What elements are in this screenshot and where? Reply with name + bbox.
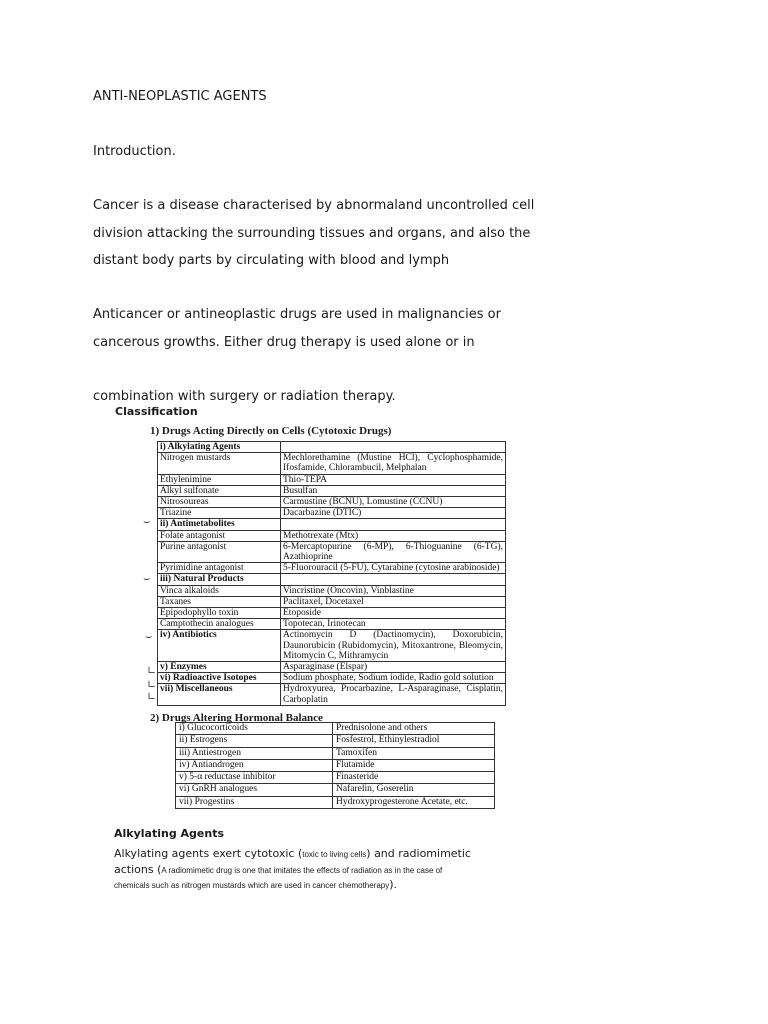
table-cell-drugs: Mechlorethamine (Mustine HCl), Cyclophosphamide, Ifosfamide, Chlorambucil, Melphalan: [281, 453, 506, 474]
cytotoxic-table-row: [158, 508, 506, 519]
table-cell-category: vii) Progestins: [176, 796, 333, 808]
hormonal-table-row: [176, 784, 495, 796]
cytotoxic-table-row: [158, 453, 506, 474]
table-cell-drugs: Dacarbazine (DTIC): [281, 508, 506, 519]
para2-line2: cancerous growths. Either drug therapy is used alone or in: [93, 335, 475, 350]
table-cell-category: Triazine: [158, 508, 281, 519]
alkylating-line2-note: A radiomimetic drug is one that imitates the effects of radiation as in the case of: [161, 866, 443, 875]
cytotoxic-table-row: [158, 662, 506, 673]
tick-mark: ∟: [147, 690, 157, 703]
table-cell-category: Pyrimidine antagonist: [158, 563, 281, 574]
table-cell-drugs: [281, 442, 506, 453]
table-cell-drugs: Fosfestrol, Ethinylestradiol: [333, 735, 495, 747]
tick-mark: ⌣: [143, 572, 151, 585]
cytotoxic-table-row: [158, 630, 506, 662]
table-cell-drugs: 5-Fluorouracil (5-FU), Cytarabine (cytosine arabinoside): [281, 563, 506, 574]
table-cell-drugs: Actinomycin D (Dactinomycin), Doxorubicin, Daunorubicin (Rubidomycin), Mitoxantrone, Bleomycin, Mitomycin C, Mithramycin: [281, 630, 506, 662]
cytotoxic-table-row: [158, 530, 506, 541]
table-cell-drugs: Nafarelin, Goserelin: [333, 784, 495, 796]
tick-mark: ∟: [147, 678, 157, 691]
table-cell-drugs: Prednisolone and others: [333, 723, 495, 735]
tick-mark: ⌣: [145, 630, 153, 643]
hormonal-table-row: [176, 796, 495, 808]
table-cell-drugs: Tamoxifen: [333, 747, 495, 759]
para3-line1: combination with surgery or radiation therapy.: [93, 389, 396, 404]
para1-line3: distant body parts by circulating with blood and lymph: [93, 253, 450, 268]
table-cell-drugs: [281, 519, 506, 530]
para2-line1: Anticancer or antineoplastic drugs are used in malignancies or: [93, 307, 501, 322]
cytotoxic-table-row: [158, 474, 506, 485]
table-cell-category: Alkyl sulfonate: [158, 485, 281, 496]
table-cell-drugs: Thio-TEPA: [281, 474, 506, 485]
table-cell-drugs: Busulfan: [281, 485, 506, 496]
table-cell-drugs: Finasteride: [333, 772, 495, 784]
table-cell-drugs: [281, 574, 506, 585]
table-cell-category: Nitrosoureas: [158, 497, 281, 508]
cytotoxic-table-row: [158, 485, 506, 496]
alkylating-line3: [114, 878, 397, 891]
table-cell-category: Purine antagonist: [158, 541, 281, 562]
table-cell-category: Ethylenimine: [158, 474, 281, 485]
table-cell-category: i) Alkylating Agents: [158, 442, 281, 453]
cytotoxic-table-row: [158, 442, 506, 453]
table-cell-drugs: Hydroxyprogesterone Acetate, etc.: [333, 796, 495, 808]
hormonal-table-row: [176, 723, 495, 735]
tick-mark: ⌣: [143, 515, 151, 528]
para1-line1: Cancer is a disease characterised by abnormaland uncontrolled cell: [93, 198, 535, 213]
table-cell-drugs: Etoposide: [281, 608, 506, 619]
cytotoxic-table-row: [158, 596, 506, 607]
table-cell-category: vii) Miscellaneous: [158, 684, 281, 705]
table-cell-drugs: Flutamide: [333, 759, 495, 771]
cytotoxic-table-row: [158, 619, 506, 630]
hormonal-drugs-table: [175, 722, 495, 809]
cytotoxic-table-row: [158, 608, 506, 619]
table-cell-drugs: Paclitaxel, Docetaxel: [281, 596, 506, 607]
table-cell-category: i) Glucocorticoids: [176, 723, 333, 735]
table-cell-category: vi) Radioactive Isotopes: [158, 673, 281, 684]
alkylating-line1-b: ) and radiomimetic: [366, 847, 471, 860]
alkylating-heading: Alkylating Agents: [114, 827, 225, 840]
cytotoxic-table-row: [158, 519, 506, 530]
table-cell-category: iii) Antiestrogen: [176, 747, 333, 759]
table-cell-drugs: 6-Mercaptopurine (6-MP), 6-Thioguanine (6-TG), Azathioprine: [281, 541, 506, 562]
table-cell-category: iii) Natural Products: [158, 574, 281, 585]
section1-title: 1) Drugs Acting Directly on Cells (Cytotoxic Drugs): [150, 425, 392, 437]
table-cell-category: Vinca alkaloids: [158, 585, 281, 596]
alkylating-line1-a: Alkylating agents exert cytotoxic (: [114, 847, 303, 860]
table-cell-category: Nitrogen mustards: [158, 453, 281, 474]
table-cell-category: Taxanes: [158, 596, 281, 607]
alkylating-line1: [114, 847, 471, 860]
table-cell-category: Epipodophyllo toxin: [158, 608, 281, 619]
table-cell-drugs: Carmustine (BCNU), Lomustine (CCNU): [281, 497, 506, 508]
alkylating-line1-note: toxic to living cells: [302, 850, 367, 859]
cytotoxic-table-row: [158, 585, 506, 596]
cytotoxic-drugs-table: [157, 441, 506, 706]
cytotoxic-table-row: [158, 541, 506, 562]
table-cell-category: iv) Antibiotics: [158, 630, 281, 662]
table-cell-category: v) Enzymes: [158, 662, 281, 673]
hormonal-table-row: [176, 735, 495, 747]
table-cell-category: iv) Antiandrogen: [176, 759, 333, 771]
cytotoxic-table-row: [158, 563, 506, 574]
table-cell-drugs: Sodium phosphate, Sodium iodide, Radio gold solution: [281, 673, 506, 684]
cytotoxic-table-row: [158, 574, 506, 585]
cytotoxic-table-row: [158, 673, 506, 684]
alkylating-line3-b: ).: [389, 878, 398, 891]
cytotoxic-table-row: [158, 497, 506, 508]
alkylating-line2-a: actions (: [114, 863, 162, 876]
classification-heading: Classification: [115, 405, 198, 418]
hormonal-table-row: [176, 772, 495, 784]
table-cell-category: v) 5-α reductase inhibitor: [176, 772, 333, 784]
table-cell-drugs: Topotecan, Irinotecan: [281, 619, 506, 630]
hormonal-table-row: [176, 759, 495, 771]
table-cell-drugs: Asparaginase (Elspar): [281, 662, 506, 673]
tick-mark: ∟: [147, 664, 157, 677]
alkylating-line3-note: chemicals such as nitrogen mustards which are used in cancer chemotherapy: [114, 881, 390, 890]
table-cell-category: ii) Estrogens: [176, 735, 333, 747]
intro-heading: Introduction.: [93, 144, 176, 159]
table-cell-category: Camptothecin analogues: [158, 619, 281, 630]
table-cell-drugs: Vincristine (Oncovin), Vinblastine: [281, 585, 506, 596]
cytotoxic-table-row: [158, 684, 506, 705]
table-cell-category: vi) GnRH analogues: [176, 784, 333, 796]
alkylating-line2: [114, 863, 442, 876]
table-cell-category: Folate antagonist: [158, 530, 281, 541]
table-cell-drugs: Hydroxyurea, Procarbazine, L-Asparaginase, Cisplatin, Carboplatin: [281, 684, 506, 705]
table-cell-category: ii) Antimetabolites: [158, 519, 281, 530]
document-title: ANTI-NEOPLASTIC AGENTS: [93, 89, 267, 104]
para1-line2: division attacking the surrounding tissues and organs, and also the: [93, 226, 531, 241]
hormonal-table-row: [176, 747, 495, 759]
table-cell-drugs: Methotrexate (Mtx): [281, 530, 506, 541]
section2-title: 2) Drugs Altering Hormonal Balance: [150, 712, 323, 724]
